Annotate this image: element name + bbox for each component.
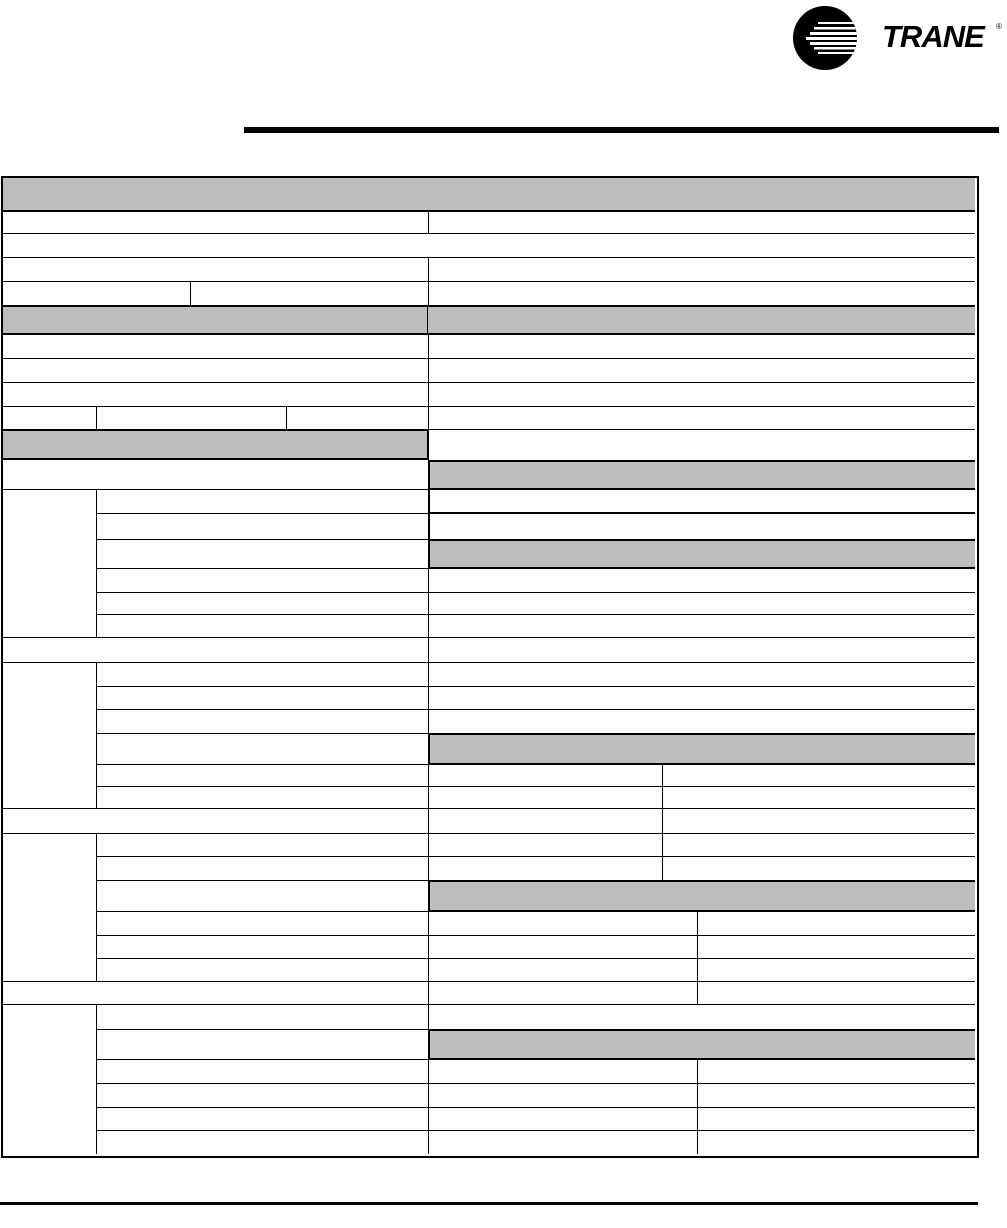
- trane-globe-icon: [792, 5, 858, 71]
- row-rule: [97, 1029, 428, 1030]
- row-rule: [97, 1083, 975, 1084]
- column-rule: [662, 765, 663, 881]
- row-rule: [97, 1059, 975, 1060]
- column-rule: [428, 765, 429, 881]
- column-rule: [428, 912, 429, 1005]
- row-rule: [3, 981, 975, 982]
- column-rule: [428, 257, 429, 305]
- row-rule: [3, 808, 975, 809]
- column-rule: [96, 1005, 97, 1154]
- row-rule: [97, 958, 975, 959]
- column-rule: [697, 912, 698, 1005]
- row-rule: [3, 662, 975, 663]
- column-rule: [428, 569, 429, 663]
- section-header-left-2: [3, 429, 429, 460]
- title-band-rule: [3, 210, 975, 212]
- column-rule: [428, 1005, 429, 1029]
- row-rule: [97, 733, 428, 734]
- trane-logo: [792, 5, 1007, 71]
- row-rule: [3, 1004, 975, 1005]
- row-rule: [97, 1130, 975, 1131]
- row-rule: [97, 592, 975, 593]
- row-rule: [97, 786, 975, 787]
- row-rule: [97, 911, 975, 912]
- row-rule: [97, 1107, 975, 1108]
- row-rule: [97, 709, 975, 710]
- row-rule: [97, 880, 428, 881]
- column-rule: [428, 335, 429, 430]
- row-rule: [97, 764, 975, 765]
- row-rule: [97, 856, 975, 857]
- row-rule: [3, 637, 975, 638]
- row-rule: [428, 512, 975, 514]
- column-rule: [697, 1060, 698, 1154]
- header-rule: [244, 127, 999, 133]
- row-rule: [3, 257, 975, 258]
- row-rule: [97, 935, 975, 936]
- row-rule: [97, 513, 428, 514]
- column-rule: [286, 406, 287, 430]
- section-header-right-1: [428, 305, 975, 335]
- section-header-left-1: [3, 305, 429, 335]
- column-rule: [96, 406, 97, 430]
- column-rule: [190, 281, 191, 305]
- section-header-right-5: [428, 733, 975, 765]
- row-rule: [3, 358, 975, 359]
- row-rule: [3, 281, 975, 282]
- row-rule: [3, 489, 429, 490]
- row-rule: [97, 539, 428, 540]
- row-rule: [97, 614, 975, 615]
- row-rule: [97, 568, 975, 569]
- row-rule: [428, 429, 975, 430]
- row-rule: [3, 406, 975, 407]
- form-title-band: [3, 178, 975, 211]
- section-header-right-3: [428, 460, 975, 490]
- registered-mark: ®: [996, 22, 1002, 31]
- column-rule: [428, 1060, 429, 1154]
- row-rule: [97, 686, 975, 687]
- section-header-right-4: [428, 539, 975, 569]
- row-rule: [3, 833, 975, 834]
- row-rule: [3, 382, 975, 383]
- brand-wordmark: TRANE: [882, 19, 984, 54]
- section-header-right-6: [428, 880, 975, 912]
- column-rule: [428, 663, 429, 734]
- row-rule: [3, 233, 975, 234]
- section-header-right-7: [428, 1029, 975, 1060]
- column-rule: [428, 490, 430, 540]
- column-rule: [428, 211, 429, 233]
- footer-rule: [0, 1202, 978, 1205]
